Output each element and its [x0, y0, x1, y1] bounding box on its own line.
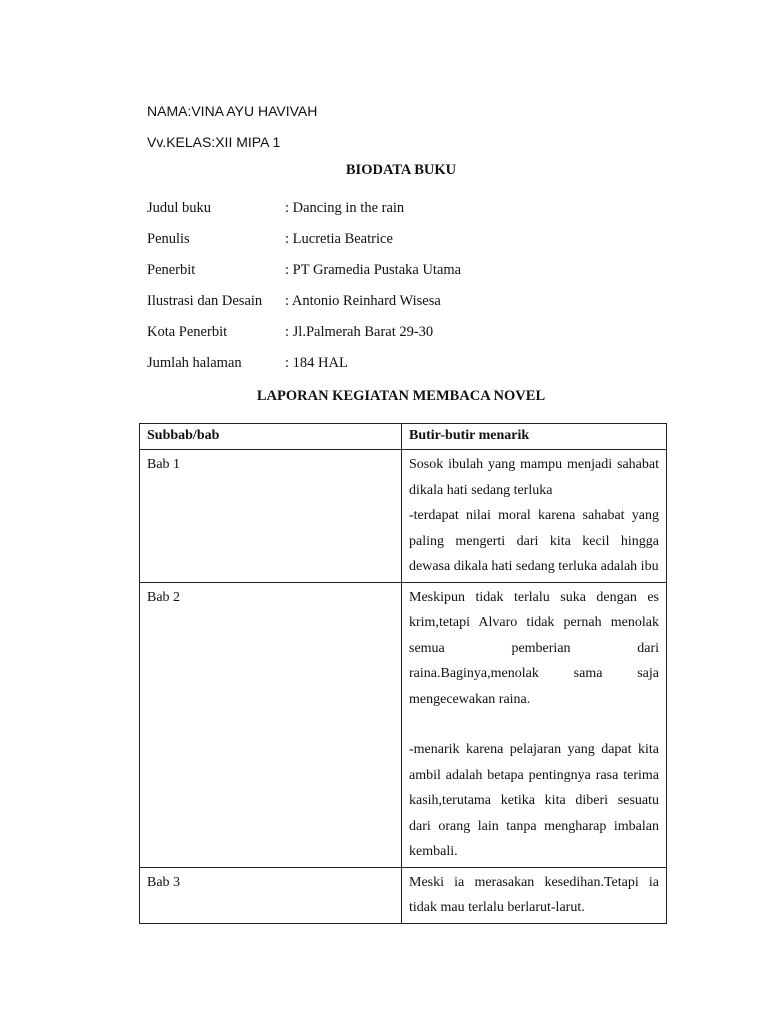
highlight-paragraph: Meskipun tidak terlalu suka dengan es krim,tetapi Alvaro tidak pernah menolak semua pemberian dari raina.Baginya,menolak sama saja mengecewakan raina. [409, 589, 659, 707]
highlight-paragraph: Meski ia merasakan kesedihan.Tetapi ia tidak mau terlalu berlarut-larut. [409, 874, 659, 915]
biodata-label: Judul buku [147, 200, 212, 216]
table-row [140, 867, 667, 923]
chapter-cell: Bab 2 [140, 582, 402, 867]
biodata-value: : Dancing in the rain [285, 200, 405, 216]
biodata-value: : Lucretia Beatrice [285, 231, 393, 247]
biodata-label: Penulis [147, 231, 190, 247]
biodata-label: Ilustrasi dan Desain [147, 293, 263, 309]
biodata-row-illustrator [147, 293, 441, 310]
highlight-paragraph: Sosok ibulah yang mampu menjadi sahabat dikala hati sedang terluka [409, 457, 659, 498]
chapter-cell: Bab 1 [140, 450, 402, 583]
highlight-paragraph: -terdapat nilai moral karena sahabat yang paling mengerti dari kita kecil hingga dewasa dikala hati sedang terluka adalah ibu [409, 508, 659, 574]
table-row [140, 582, 667, 867]
chapter-cell: Bab 3 [140, 867, 402, 923]
student-class: Vv.KELAS:XII MIPA 1 [147, 134, 281, 150]
biodata-row-pages [147, 355, 348, 372]
biodata-title: BIODATA BUKU [345, 162, 457, 178]
table-header-row [140, 424, 667, 450]
biodata-value: : 184 HAL [285, 355, 348, 371]
biodata-value: : Jl.Palmerah Barat 29-30 [285, 324, 434, 340]
column-header-highlights: Butir-butir menarik [402, 424, 667, 450]
report-table [139, 423, 667, 924]
biodata-row-title [147, 200, 404, 217]
paragraph-gap [409, 712, 659, 737]
column-header-chapter: Subbab/bab [140, 424, 402, 450]
table-row [140, 450, 667, 583]
biodata-row-author [147, 231, 393, 248]
student-name: NAMA:VINA AYU HAVIVAH [147, 103, 318, 119]
biodata-row-publisher [147, 262, 461, 279]
highlights-cell [402, 582, 667, 867]
biodata-label: Jumlah halaman [147, 355, 242, 371]
biodata-value: : PT Gramedia Pustaka Utama [285, 262, 462, 278]
highlights-cell [402, 867, 667, 923]
biodata-value: : Antonio Reinhard Wisesa [285, 293, 441, 309]
biodata-label: Penerbit [147, 262, 196, 278]
report-title: LAPORAN KEGIATAN MEMBACA NOVEL [256, 388, 546, 404]
biodata-label: Kota Penerbit [147, 324, 228, 340]
highlights-cell [402, 450, 667, 583]
biodata-row-city [147, 324, 433, 341]
highlight-paragraph: -menarik karena pelajaran yang dapat kita ambil adalah betapa pentingnya rasa terima kasih,terutama ketika kita diberi sesuatu dari orang lain tanpa mengharap imbalan kembali. [409, 742, 659, 859]
